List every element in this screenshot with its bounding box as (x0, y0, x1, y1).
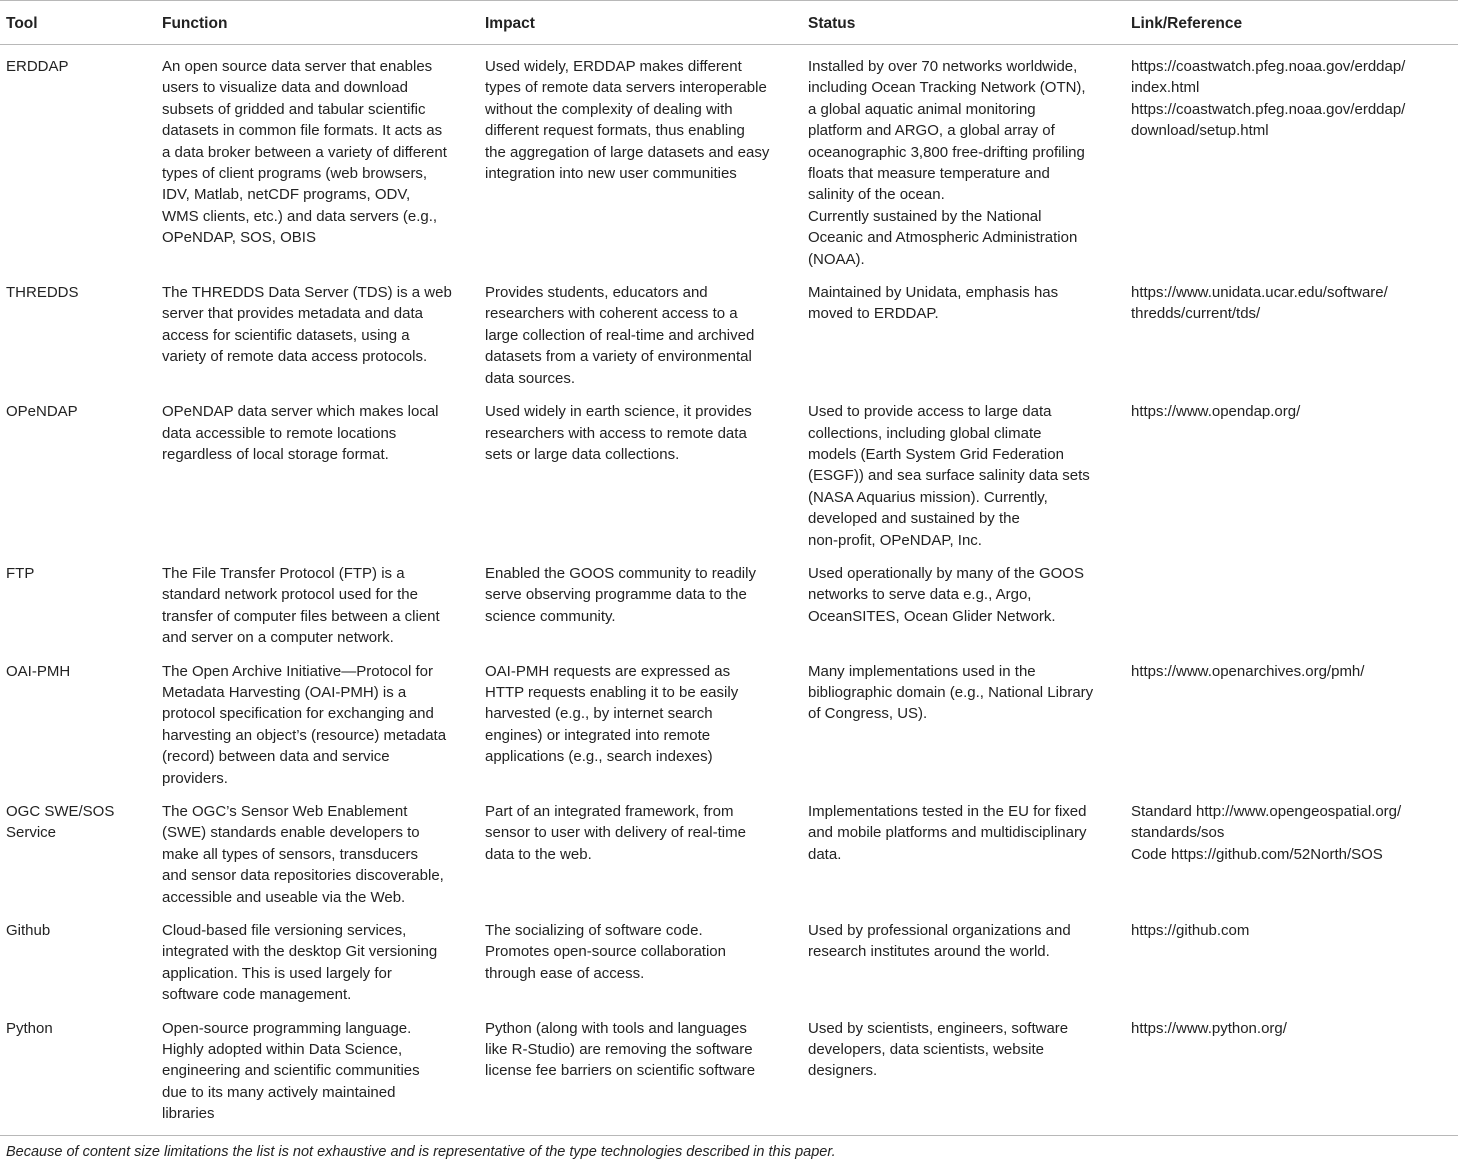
cell-impact-line: harvested (e.g., by internet search (485, 705, 713, 723)
cell-impact-line: Enabled the GOOS community to readily (485, 564, 756, 582)
cell-function-line: a data broker between a variety of different (162, 143, 447, 161)
cell-function (162, 650, 485, 790)
cell-tool-line: Python (6, 1019, 53, 1037)
table-row (0, 650, 1458, 790)
cell-impact-line: engines) or integrated into remote (485, 726, 711, 744)
cell-impact (485, 552, 808, 650)
header-link-reference: Link/Reference (1131, 1, 1458, 45)
cell-function-line: (record) between data and service (162, 748, 390, 766)
cell-link-reference-line: https://coastwatch.pfeg.noaa.gov/erddap/ (1131, 100, 1406, 118)
cell-status-line: designers. (808, 1062, 878, 1080)
cell-link-reference (1131, 650, 1458, 790)
cell-impact-line: types of remote data servers interoperable (485, 79, 767, 97)
cell-status-line: a global aquatic animal monitoring (808, 100, 1036, 118)
cell-tool-line: OPeNDAP (6, 403, 78, 421)
table-footnote: Because of content size limitations the list is not exhaustive and is representative of the type technologies described in this paper. (6, 1143, 836, 1160)
cell-link-reference (1131, 909, 1458, 1007)
cell-impact-line: datasets from a variety of environmental (485, 348, 752, 366)
cell-tool (0, 552, 162, 650)
cell-function-line: Open-source programming language. (162, 1019, 412, 1037)
cell-impact-line: Used widely in earth science, it provides (485, 403, 752, 421)
cell-status (808, 45, 1131, 272)
cell-status-line: salinity of the ocean. (808, 186, 945, 204)
cell-function-line: harvesting an object’s (resource) metadata (162, 726, 447, 744)
cell-status-line: collections, including global climate (808, 424, 1042, 442)
cell-status-line: OceanSITES, Ocean Glider Network. (808, 607, 1056, 625)
cell-status (808, 909, 1131, 1007)
cell-status-line: Many implementations used in the (808, 662, 1036, 680)
cell-function-line: An open source data server that enables (162, 58, 433, 75)
cell-status-line: Installed by over 70 networks worldwide, (808, 58, 1078, 75)
header-tool: Tool (0, 1, 162, 45)
cell-impact-line: Provides students, educators and (485, 284, 708, 302)
cell-tool (0, 271, 162, 390)
cell-function-line: application. This is used largely for (162, 964, 392, 982)
cell-link-reference (1131, 45, 1458, 272)
cell-impact-line: without the complexity of dealing with (485, 100, 733, 118)
cell-status-line: platform and ARGO, a global array of (808, 122, 1055, 140)
cell-status-line: including Ocean Tracking Network (OTN), (808, 79, 1086, 97)
cell-impact-line: Promotes open-source collaboration (485, 943, 726, 961)
cell-impact-line: large collection of real-time and archived (485, 326, 755, 344)
table-row (0, 271, 1458, 390)
cell-link-reference-line: thredds/current/tds/ (1131, 305, 1261, 323)
cell-tool-line: OGC SWE/SOS (6, 803, 115, 820)
cell-tool (0, 1007, 162, 1135)
cell-status (808, 790, 1131, 909)
header-impact: Impact (485, 1, 808, 45)
cell-function-line: accessible and useable via the Web. (162, 888, 406, 906)
header-status: Status (808, 1, 1131, 45)
cell-link-reference (1131, 390, 1458, 552)
cell-link-reference (1131, 552, 1458, 650)
cell-impact-line: OAI-PMH requests are expressed as (485, 662, 731, 680)
cell-impact (485, 271, 808, 390)
cell-impact-line: applications (e.g., search indexes) (485, 748, 713, 766)
table-row (0, 552, 1458, 650)
cell-status-line: Currently sustained by the National (808, 207, 1042, 225)
cell-tool-line: THREDDS (6, 284, 79, 302)
cell-status (808, 271, 1131, 390)
cell-link-reference (1131, 790, 1458, 909)
cell-function-line: software code management. (162, 986, 352, 1004)
cell-link-reference-line: Standard http://www.opengeospatial.org/ (1131, 803, 1402, 820)
cell-tool-line: Service (6, 824, 57, 842)
cell-impact-line: Used widely, ERDDAP makes different (485, 58, 742, 75)
cell-status-line: Oceanic and Atmospheric Administration (808, 229, 1078, 247)
cell-impact-line: Python (along with tools and languages (485, 1019, 747, 1037)
table-row (0, 1007, 1458, 1135)
header-row (0, 1, 1458, 45)
cell-status-line: bibliographic domain (e.g., National Library (808, 683, 1094, 701)
cell-function-line: engineering and scientific communities (162, 1062, 420, 1080)
cell-function-line: IDV, Matlab, netCDF programs, ODV, (162, 186, 411, 204)
cell-status-line: data. (808, 845, 842, 863)
cell-link-reference (1131, 271, 1458, 390)
cell-impact (485, 1007, 808, 1135)
cell-function-line: (SWE) standards enable developers to (162, 824, 420, 842)
cell-function-line: Highly adopted within Data Science, (162, 1041, 403, 1059)
cell-impact-line: science community. (485, 607, 616, 625)
cell-link-reference-line: Code https://github.com/52North/SOS (1131, 845, 1383, 863)
cell-status-line: (ESGF)) and sea surface salinity data sets (808, 467, 1090, 485)
cell-status-line: and mobile platforms and multidisciplinary (808, 824, 1087, 842)
cell-impact-line: different request formats, thus enabling (485, 122, 745, 140)
cell-function-line: The Open Archive Initiative—Protocol for (162, 662, 433, 680)
cell-function-line: The File Transfer Protocol (FTP) is a (162, 564, 405, 582)
cell-status-line: Used operationally by many of the GOOS (808, 564, 1084, 582)
cell-status (808, 390, 1131, 552)
cell-function-line: and server on a computer network. (162, 629, 394, 647)
cell-impact-line: through ease of access. (485, 964, 645, 982)
cell-link-reference-line: https://coastwatch.pfeg.noaa.gov/erddap/ (1131, 58, 1406, 75)
cell-function-line: libraries (162, 1105, 215, 1123)
cell-tool (0, 909, 162, 1007)
table-row (0, 909, 1458, 1007)
table-row (0, 390, 1458, 552)
cell-tool (0, 650, 162, 790)
cell-function (162, 790, 485, 909)
cell-function-line: WMS clients, etc.) and data servers (e.g., (162, 207, 438, 225)
cell-status-line: non-profit, OPeNDAP, Inc. (808, 531, 982, 549)
cell-tool (0, 45, 162, 272)
cell-impact (485, 390, 808, 552)
cell-impact-line: serve observing programme data to the (485, 586, 747, 604)
cell-status (808, 552, 1131, 650)
cell-status-line: models (Earth System Grid Federation (808, 445, 1064, 463)
cell-status-line: floats that measure temperature and (808, 165, 1050, 183)
cell-function-line: and sensor data repositories discoverable, (162, 867, 444, 885)
cell-function (162, 909, 485, 1007)
cell-impact (485, 45, 808, 272)
cell-function-line: datasets in common file formats. It acts as (162, 122, 443, 140)
cell-function-line: protocol specification for exchanging and (162, 705, 434, 723)
cell-link-reference-line: standards/sos (1131, 824, 1225, 842)
cell-function-line: regardless of local storage format. (162, 445, 389, 463)
cell-impact-line: The socializing of software code. (485, 922, 703, 940)
table-header (0, 1, 1458, 45)
cell-function-line: The THREDDS Data Server (TDS) is a web (162, 284, 452, 302)
cell-impact (485, 650, 808, 790)
cell-impact-line: Part of an integrated framework, from (485, 803, 734, 820)
cell-status-line: Used by professional organizations and (808, 922, 1071, 940)
cell-status-line: oceanographic 3,800 free-drifting profiling (808, 143, 1085, 161)
cell-function (162, 271, 485, 390)
cell-link-reference-line: download/setup.html (1131, 122, 1269, 140)
cell-function-line: variety of remote data access protocols. (162, 348, 428, 366)
cell-status-line: (NASA Aquarius mission). Currently, (808, 488, 1048, 506)
cell-function-line: access for scientific datasets, using a (162, 326, 410, 344)
cell-function-line: types of client programs (web browsers, (162, 165, 428, 183)
cell-link-reference-line: https://github.com (1131, 922, 1250, 940)
cell-tool-line: Github (6, 922, 51, 940)
cell-status (808, 1007, 1131, 1135)
cell-function-line: OPeNDAP data server which makes local (162, 403, 439, 421)
cell-link-reference-line: https://www.opendap.org/ (1131, 403, 1301, 421)
cell-status-line: moved to ERDDAP. (808, 305, 939, 323)
cell-tool-line: OAI-PMH (6, 662, 71, 680)
cell-impact-line: sets or large data collections. (485, 445, 680, 463)
cell-function-line: make all types of sensors, transducers (162, 845, 418, 863)
cell-function-line: The OGC’s Sensor Web Enablement (162, 803, 408, 820)
cell-function-line: OPeNDAP, SOS, OBIS (162, 229, 316, 247)
cell-function (162, 390, 485, 552)
cell-status-line: Used by scientists, engineers, software (808, 1019, 1069, 1037)
cell-function-line: server that provides metadata and data (162, 305, 423, 323)
cell-status-line: (NOAA). (808, 250, 865, 268)
cell-function (162, 45, 485, 272)
cell-function-line: users to visualize data and download (162, 79, 408, 97)
cell-status (808, 650, 1131, 790)
cell-function-line: Cloud-based file versioning services, (162, 922, 407, 940)
cell-tool-line: FTP (6, 564, 35, 582)
cell-function-line: integrated with the desktop Git versioning (162, 943, 438, 961)
cell-link-reference-line: index.html (1131, 79, 1200, 97)
cell-function-line: Metadata Harvesting (OAI-PMH) is a (162, 683, 407, 701)
cell-impact-line: integration into new user communities (485, 165, 737, 183)
cell-status-line: Used to provide access to large data (808, 403, 1052, 421)
cell-impact-line: license fee barriers on scientific software (485, 1062, 756, 1080)
header-function: Function (162, 1, 485, 45)
cell-status-line: of Congress, US). (808, 705, 928, 723)
cell-function-line: providers. (162, 769, 228, 787)
cell-impact-line: like R-Studio) are removing the software (485, 1041, 753, 1059)
cell-impact-line: researchers with access to remote data (485, 424, 747, 442)
cell-function-line: standard network protocol used for the (162, 586, 418, 604)
cell-function-line: transfer of computer files between a client (162, 607, 440, 625)
cell-impact-line: data sources. (485, 369, 576, 387)
cell-status-line: developed and sustained by the (808, 510, 1020, 528)
cell-function-line: due to its many actively maintained (162, 1083, 396, 1101)
cell-tool-line: ERDDAP (6, 58, 69, 75)
table-row (0, 790, 1458, 909)
table-body (0, 45, 1458, 1135)
cell-impact (485, 790, 808, 909)
cell-impact-line: HTTP requests enabling it to be easily (485, 683, 739, 701)
cell-link-reference (1131, 1007, 1458, 1135)
cell-link-reference-line: https://www.python.org/ (1131, 1019, 1287, 1037)
table-row (0, 45, 1458, 272)
cell-status-line: developers, data scientists, website (808, 1041, 1044, 1059)
cell-impact-line: data to the web. (485, 845, 592, 863)
cell-function (162, 552, 485, 650)
cell-status-line: networks to serve data e.g., Argo, (808, 586, 1032, 604)
cell-link-reference-line: https://www.unidata.ucar.edu/software/ (1131, 284, 1388, 302)
cell-function-line: subsets of gridded and tabular scientific (162, 100, 426, 118)
cell-function (162, 1007, 485, 1135)
cell-function-line: data accessible to remote locations (162, 424, 397, 442)
cell-link-reference-line: https://www.openarchives.org/pmh/ (1131, 662, 1365, 680)
cell-impact-line: researchers with coherent access to a (485, 305, 738, 323)
cell-impact (485, 909, 808, 1007)
cell-impact-line: the aggregation of large datasets and easy (485, 143, 770, 161)
cell-tool (0, 790, 162, 909)
cell-status-line: research institutes around the world. (808, 943, 1050, 961)
cell-tool (0, 390, 162, 552)
cell-impact-line: sensor to user with delivery of real-time (485, 824, 746, 842)
cell-status-line: Maintained by Unidata, emphasis has (808, 284, 1059, 302)
cell-status-line: Implementations tested in the EU for fixed (808, 803, 1087, 820)
